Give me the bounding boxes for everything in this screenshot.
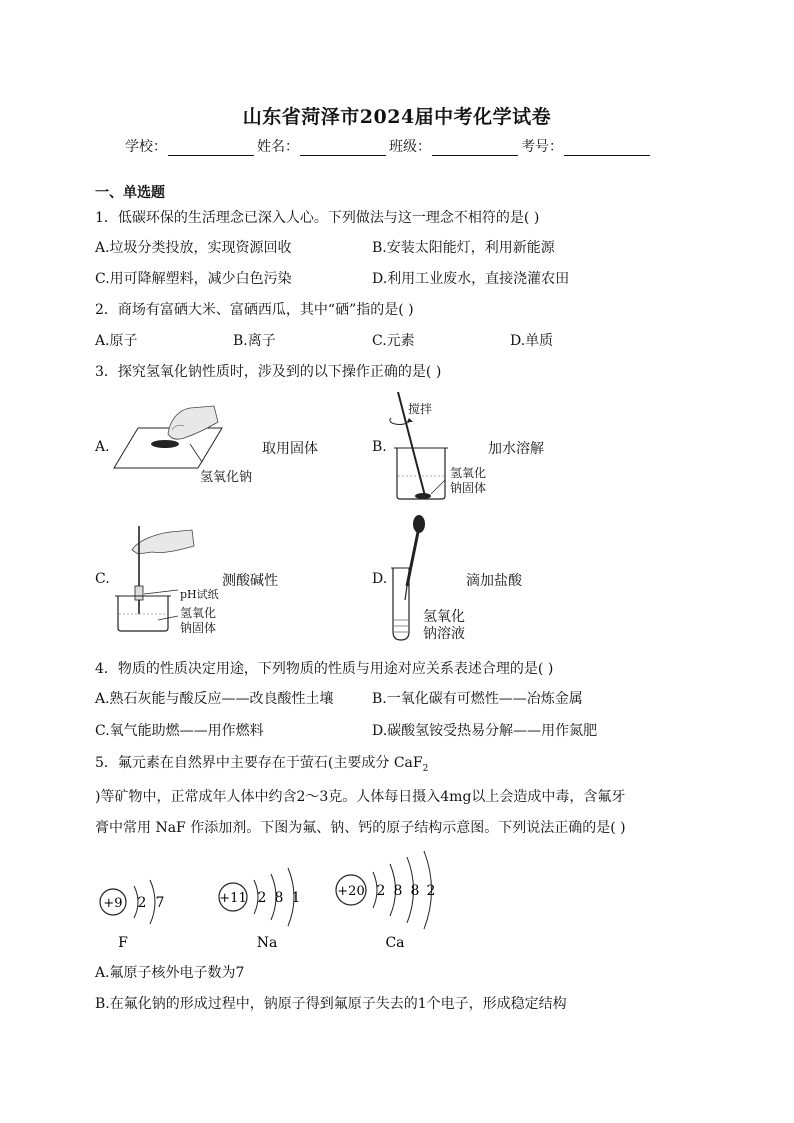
ca-symbol: Ca: [385, 935, 405, 951]
dropper-bulb: [413, 515, 425, 533]
number-label: 考号：: [521, 139, 563, 155]
q3-b-label-line2: 钠固体: [450, 481, 487, 495]
f-symbol: F: [118, 935, 128, 951]
q2-option-d: D.单质: [510, 333, 554, 349]
q3-option-a-operation: 取用固体: [262, 441, 318, 457]
ca-shell-1-count: 2: [376, 883, 386, 899]
ca-nucleus-charge: +20: [337, 884, 365, 899]
fluorine-atom: [100, 880, 164, 951]
q4-option-b: B.一氧化碳有可燃性——冶炼金属: [372, 691, 583, 707]
ca-shell-3-count: 8: [410, 883, 420, 899]
f-shell-2-count: 7: [155, 895, 165, 911]
label-leader: [431, 480, 445, 494]
hand-icon: [168, 406, 218, 439]
name-label: 姓名：: [257, 139, 299, 155]
page-title: 山东省菏泽市2024届中考化学试卷: [242, 106, 552, 128]
school-label: 学校：: [125, 139, 167, 155]
f-shell-2: [150, 880, 155, 924]
q3-c-label-line2: 钠固体: [180, 621, 217, 635]
q5-subscript: 2: [422, 763, 429, 774]
q4-option-c: C.氧气能助燃——用作燃料: [95, 723, 264, 739]
f-shell-1-count: 2: [137, 895, 147, 911]
q2-stem: 2．商场有富硒大米、富硒西瓜，其中“硒”指的是( ): [95, 302, 414, 318]
name-blank: [300, 141, 386, 156]
na-shell-2-count: 8: [274, 890, 284, 906]
atom-structure-diagrams: [90, 850, 450, 960]
class-blank: [432, 141, 518, 156]
q5-stem-line3: 膏中常用 NaF 作添加剂。下图为氟、钠、钙的原子结构示意图。下列说法正确的是( ): [95, 820, 626, 836]
q3-d-label-line1: 氢氧化: [423, 609, 465, 625]
q3-a-label: 氢氧化钠: [200, 470, 253, 485]
paper-leader: [144, 590, 178, 594]
section-heading: 一、单选题: [95, 185, 165, 201]
q3-c-paper-label: pH试纸: [180, 588, 219, 601]
q3-option-c-letter: C.: [95, 571, 110, 587]
ca-shell-2-count: 8: [393, 883, 403, 899]
q2-option-c: C.元素: [372, 333, 415, 349]
dropper-tip: [405, 586, 407, 600]
sodium-atom: [219, 868, 300, 951]
label-leader: [190, 444, 202, 462]
q3-option-b-operation: 加水溶解: [488, 441, 544, 457]
q1-option-a: A.垃圾分类投放，实现资源回收: [95, 240, 292, 256]
q3-option-d-letter: D.: [372, 571, 388, 587]
q1-option-d: D.利用工业废水，直接浇灌农田: [372, 271, 570, 287]
q1-option-b: B.安装太阳能灯，利用新能源: [372, 240, 555, 256]
q5-stem-line2: )等矿物中，正常成年人体中约含2～3克。人体每日摄入4mg以上会造成中毒，含氟牙: [95, 789, 626, 805]
na-shell-3-count: 1: [291, 890, 301, 906]
hand-icon: [132, 530, 194, 554]
q3-stem: 3．探究氢氧化钠性质时，涉及到的以下操作正确的是( ): [95, 364, 442, 380]
q1-stem: 1．低碳环保的生活理念已深入人心。下列做法与这一理念不相符的是( ): [95, 210, 540, 226]
q5-stem-line1: [95, 752, 428, 774]
q4-option-d: D.碳酸氢铵受热易分解——用作氮肥: [372, 723, 598, 739]
class-label: 班级：: [389, 139, 431, 155]
number-blank: [564, 141, 650, 156]
q5-option-b: B.在氟化钠的形成过程中，钠原子得到氟原子失去的1个电子，形成稳定结构: [95, 996, 567, 1012]
school-blank: [168, 141, 254, 156]
q3-option-a-letter: A.: [95, 439, 110, 455]
q2-option-b: B.离子: [233, 333, 276, 349]
q3-option-b-letter: B.: [372, 439, 387, 455]
q1-option-c: C.用可降解塑料，减少白色污染: [95, 271, 292, 287]
f-nucleus-charge: +9: [103, 896, 123, 911]
q2-option-a: A.原子: [95, 333, 138, 349]
stir-arrowhead: [407, 418, 413, 422]
q3-c-label-line1: 氢氧化: [180, 606, 217, 620]
na-symbol: Na: [256, 935, 278, 951]
test-tube: [393, 568, 409, 640]
solid-at-bottom: [415, 493, 431, 499]
ca-shell-4-count: 2: [426, 883, 436, 899]
beaker-outline: [118, 596, 168, 631]
na-nucleus-charge: +11: [219, 891, 247, 906]
q5-stem-text: 5．氟元素在自然界中主要存在于萤石(主要成分 CaF: [95, 755, 423, 771]
beaker-outline: [397, 448, 445, 499]
q5-option-a: A.氟原子核外电子数为7: [95, 965, 245, 981]
calcium-atom: [336, 851, 435, 951]
q3-option-c-operation: 测酸碱性: [222, 573, 278, 589]
student-info-line: [125, 136, 653, 156]
ph-paper: [135, 586, 143, 600]
q4-option-a: A.熟石灰能与酸反应——改良酸性土壤: [95, 691, 334, 707]
q4-stem: 4．物质的性质决定用途，下列物质的性质与用途对应关系表述合理的是( ): [95, 661, 554, 677]
q3-b-label-line1: 氢氧化: [450, 466, 487, 480]
q3-b-stir-label: 搅拌: [408, 402, 433, 416]
solid-pile: [151, 440, 179, 448]
q3-d-label-line2: 钠溶液: [423, 626, 465, 642]
q3-option-d-operation: 滴加盐酸: [466, 573, 522, 589]
na-shell-1-count: 2: [257, 890, 267, 906]
